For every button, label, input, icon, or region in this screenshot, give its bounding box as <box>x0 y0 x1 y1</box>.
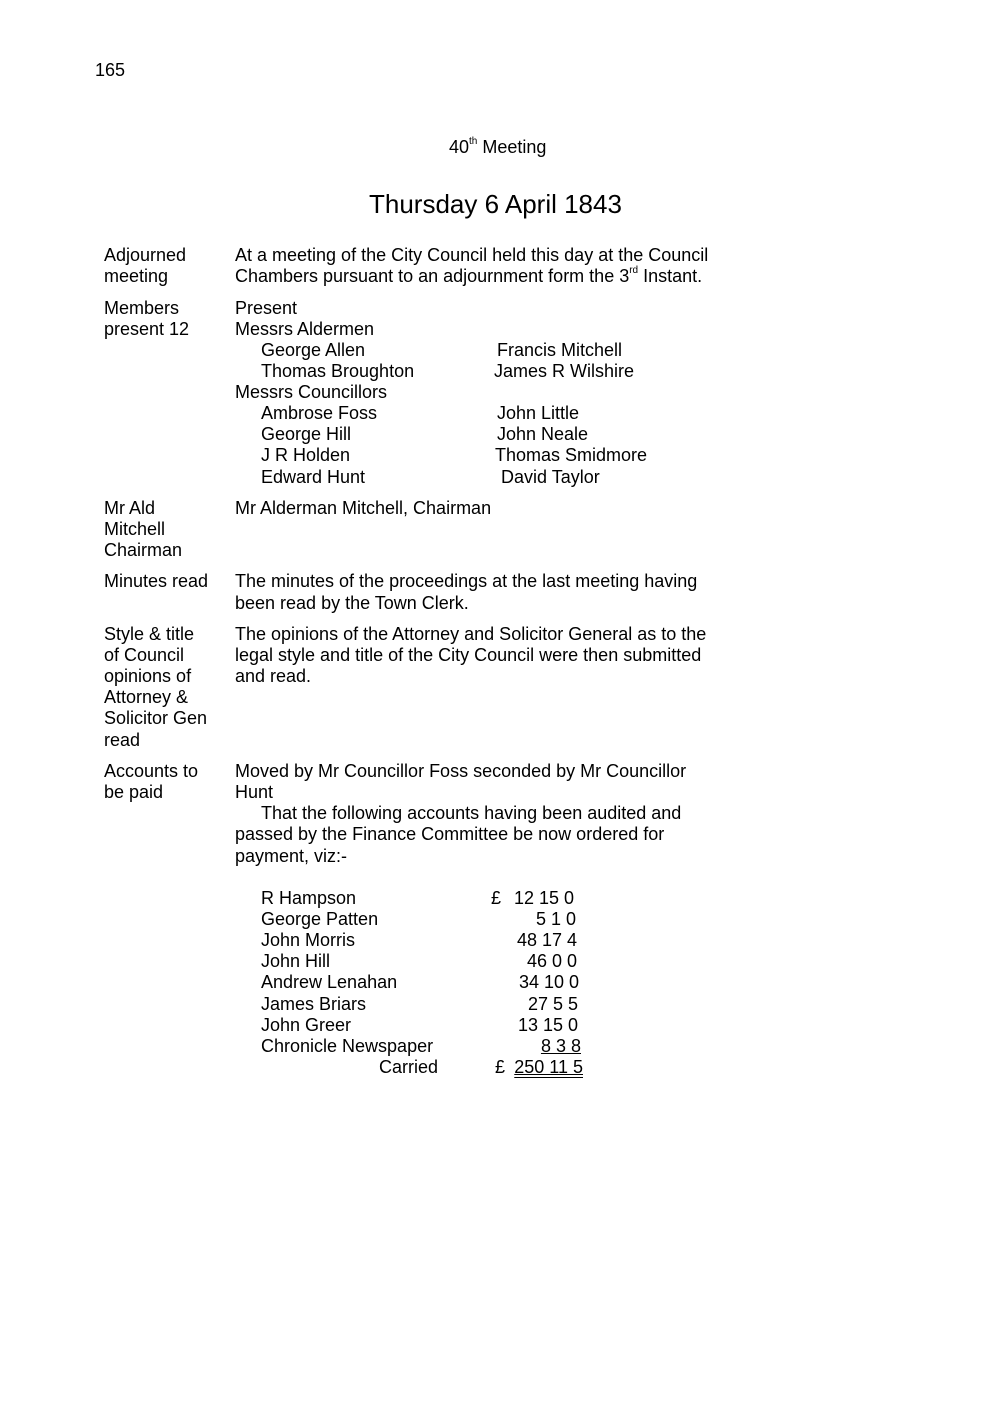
margin-note: of Council <box>104 645 185 665</box>
page-number: 165 <box>95 60 126 80</box>
account-name: John Greer <box>261 1015 352 1035</box>
body-text: Instant. <box>638 266 703 286</box>
member-name: James R Wilshire <box>494 361 635 381</box>
body-line: Mr Alderman Mitchell, Chairman <box>235 498 492 518</box>
body-line: That the following accounts having been audited and <box>261 803 682 823</box>
account-amount: 46 0 0 <box>526 951 577 971</box>
member-name: George Allen <box>261 340 366 360</box>
total-amount: 250 11 5 <box>514 1057 583 1077</box>
account-amount: 48 17 4 <box>516 930 577 950</box>
member-name: George Hill <box>261 424 352 444</box>
margin-note: Mr Ald <box>104 498 156 518</box>
body-line: legal style and title of the City Council were then submitted <box>235 645 702 665</box>
member-name: J R Holden <box>261 445 351 465</box>
total-label: Carried <box>379 1057 439 1077</box>
margin-note: meeting <box>104 266 169 286</box>
margin-note: present 12 <box>104 319 190 339</box>
member-name: John Little <box>497 403 580 423</box>
margin-note: Style & title <box>104 624 195 644</box>
body-line: been read by the Town Clerk. <box>235 593 469 613</box>
account-amount: 34 10 0 <box>518 972 579 992</box>
account-amount: 13 15 0 <box>517 1015 578 1035</box>
body-line: and read. <box>235 666 312 686</box>
account-name: George Patten <box>261 909 379 929</box>
margin-note: Attorney & <box>104 687 189 707</box>
body-line: The minutes of the proceedings at the last meeting having <box>235 571 698 591</box>
account-name: Andrew Lenahan <box>261 972 398 992</box>
page-title: Thursday 6 April 1843 <box>369 189 622 219</box>
currency-symbol: £ <box>495 1057 506 1077</box>
margin-note: Minutes read <box>104 571 209 591</box>
account-name: James Briars <box>261 994 367 1014</box>
body-line: Hunt <box>235 782 274 802</box>
account-amount: 27 5 5 <box>527 994 578 1014</box>
margin-note: Members <box>104 298 180 318</box>
account-amount: 5 1 0 <box>535 909 576 929</box>
margin-note: Adjourned <box>104 245 187 265</box>
body-line: passed by the Finance Committee be now ordered for <box>235 824 665 844</box>
present-label: Present <box>235 298 298 318</box>
body-line: At a meeting of the City Council held this day at the Council <box>235 245 709 265</box>
margin-note: Chairman <box>104 540 183 560</box>
margin-note: opinions of <box>104 666 192 686</box>
meeting-heading <box>449 137 546 158</box>
account-name: Chronicle Newspaper <box>261 1036 434 1056</box>
meeting-label: Meeting <box>482 137 547 157</box>
account-amount: 12 15 0 <box>513 888 574 908</box>
ordinal-suffix: rd <box>629 265 639 276</box>
margin-note: Accounts to <box>104 761 199 781</box>
currency-symbol: £ <box>491 888 502 908</box>
margin-note: be paid <box>104 782 164 802</box>
account-amount: 8 3 8 <box>540 1036 581 1056</box>
account-name: John Hill <box>261 951 331 971</box>
account-name: John Morris <box>261 930 356 950</box>
body-line: payment, viz:- <box>235 846 348 866</box>
member-name: David Taylor <box>501 467 600 487</box>
account-name: R Hampson <box>261 888 357 908</box>
meeting-ordinal: 40 <box>449 137 470 157</box>
member-name: Edward Hunt <box>261 467 366 487</box>
margin-note: read <box>104 730 141 750</box>
meeting-ordinal-suffix: th <box>469 136 478 147</box>
body-text: Chambers pursuant to an adjournment form the 3 <box>235 266 630 286</box>
body-line: The opinions of the Attorney and Solicitor General as to the <box>235 624 707 644</box>
member-name: Francis Mitchell <box>497 340 623 360</box>
councillors-label: Messrs Councillors <box>235 382 388 402</box>
aldermen-label: Messrs Aldermen <box>235 319 375 339</box>
member-name: Thomas Smidmore <box>495 445 648 465</box>
margin-note: Solicitor Gen <box>104 708 208 728</box>
member-name: John Neale <box>497 424 589 444</box>
member-name: Ambrose Foss <box>261 403 378 423</box>
member-name: Thomas Broughton <box>261 361 415 381</box>
body-line: Moved by Mr Councillor Foss seconded by Mr Councillor <box>235 761 687 781</box>
body-line <box>235 266 702 287</box>
margin-note: Mitchell <box>104 519 166 539</box>
